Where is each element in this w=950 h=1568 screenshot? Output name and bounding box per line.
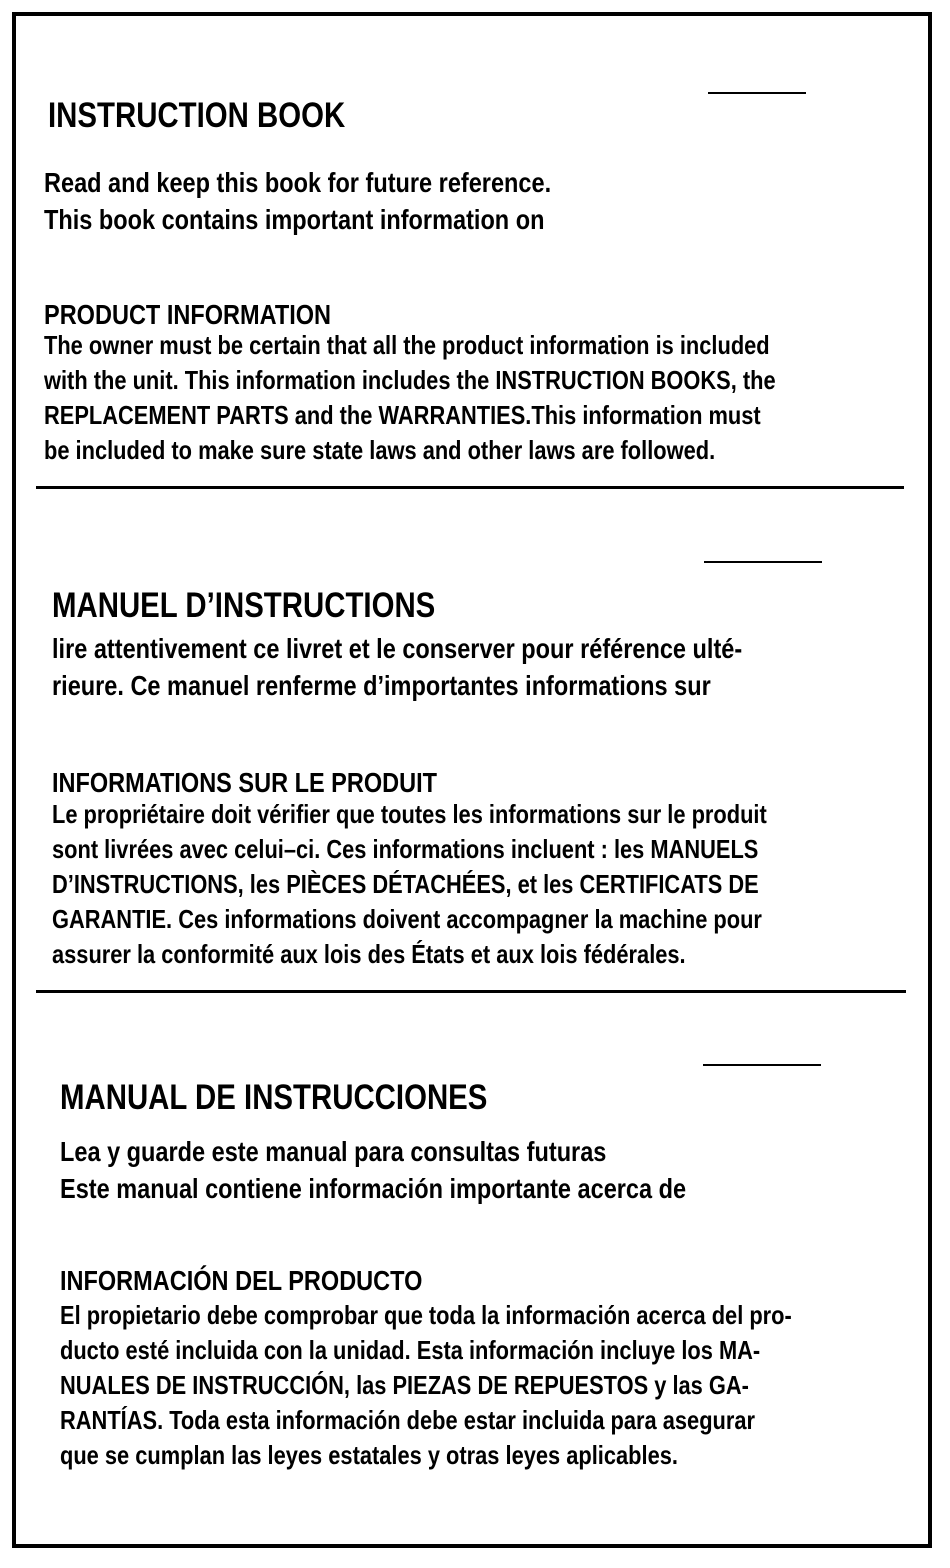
product-information-text bbox=[60, 1298, 792, 1473]
section-divider bbox=[36, 486, 904, 489]
intro-line: Read and keep this book for future reference. bbox=[44, 167, 552, 198]
body-line: Le propriétaire doit vérifier que toutes les informations sur le produit bbox=[52, 799, 767, 829]
intro-text bbox=[44, 164, 551, 238]
intro-line: Lea y guarde este manual para consultas futuras bbox=[60, 1136, 607, 1167]
body-line: ducto esté incluida con la unidad. Esta información incluye los MA- bbox=[60, 1335, 761, 1365]
model-blank-line bbox=[704, 561, 822, 563]
body-line: The owner must be certain that all the product information is included bbox=[44, 330, 770, 360]
section-title: INSTRUCTION BOOK bbox=[48, 96, 346, 135]
section-divider bbox=[36, 990, 906, 993]
body-line: GARANTIE. Ces informations doivent accompagner la machine pour bbox=[52, 904, 762, 934]
section-title: MANUEL D’INSTRUCTIONS bbox=[52, 586, 436, 625]
product-information-heading: PRODUCT INFORMATION bbox=[44, 299, 332, 330]
body-line: que se cumplan las leyes estatales y otras leyes aplicables. bbox=[60, 1440, 678, 1470]
product-information-heading: INFORMATIONS SUR LE PRODUIT bbox=[52, 767, 438, 798]
body-line: be included to make sure state laws and other laws are followed. bbox=[44, 435, 716, 465]
model-blank-line bbox=[703, 1064, 821, 1066]
product-information-heading: INFORMACIÓN DEL PRODUCTO bbox=[60, 1265, 423, 1296]
body-line: sont livrées avec celui–ci. Ces informations incluent : les MANUELS bbox=[52, 834, 759, 864]
intro-line: This book contains important information on bbox=[44, 204, 545, 235]
body-line: El propietario debe comprobar que toda la información acerca del pro- bbox=[60, 1300, 792, 1330]
body-line: RANTÍAS. Toda esta información debe estar incluida para asegurar bbox=[60, 1405, 756, 1435]
intro-line: Este manual contiene información importante acerca de bbox=[60, 1173, 687, 1204]
intro-line: rieure. Ce manuel renferme d’importantes informations sur bbox=[52, 670, 711, 701]
intro-text bbox=[60, 1133, 686, 1207]
body-line: D’INSTRUCTIONS, les PIÈCES DÉTACHÉES, et les CERTIFICATS DE bbox=[52, 869, 759, 899]
intro-text bbox=[52, 630, 742, 704]
body-line: with the unit. This information includes the INSTRUCTION BOOKS, the bbox=[44, 365, 776, 395]
product-information-text bbox=[52, 797, 767, 972]
model-blank-line bbox=[708, 92, 806, 94]
body-line: assurer la conformité aux lois des États et aux lois fédérales. bbox=[52, 939, 686, 969]
body-line: REPLACEMENT PARTS and the WARRANTIES.This information must bbox=[44, 400, 761, 430]
section-title: MANUAL DE INSTRUCCIONES bbox=[60, 1078, 488, 1117]
intro-line: lire attentivement ce livret et le conserver pour référence ulté- bbox=[52, 633, 743, 664]
body-line: NUALES DE INSTRUCCIÓN, las PIEZAS DE REPUESTOS y las GA- bbox=[60, 1370, 749, 1400]
product-information-text bbox=[44, 328, 776, 468]
